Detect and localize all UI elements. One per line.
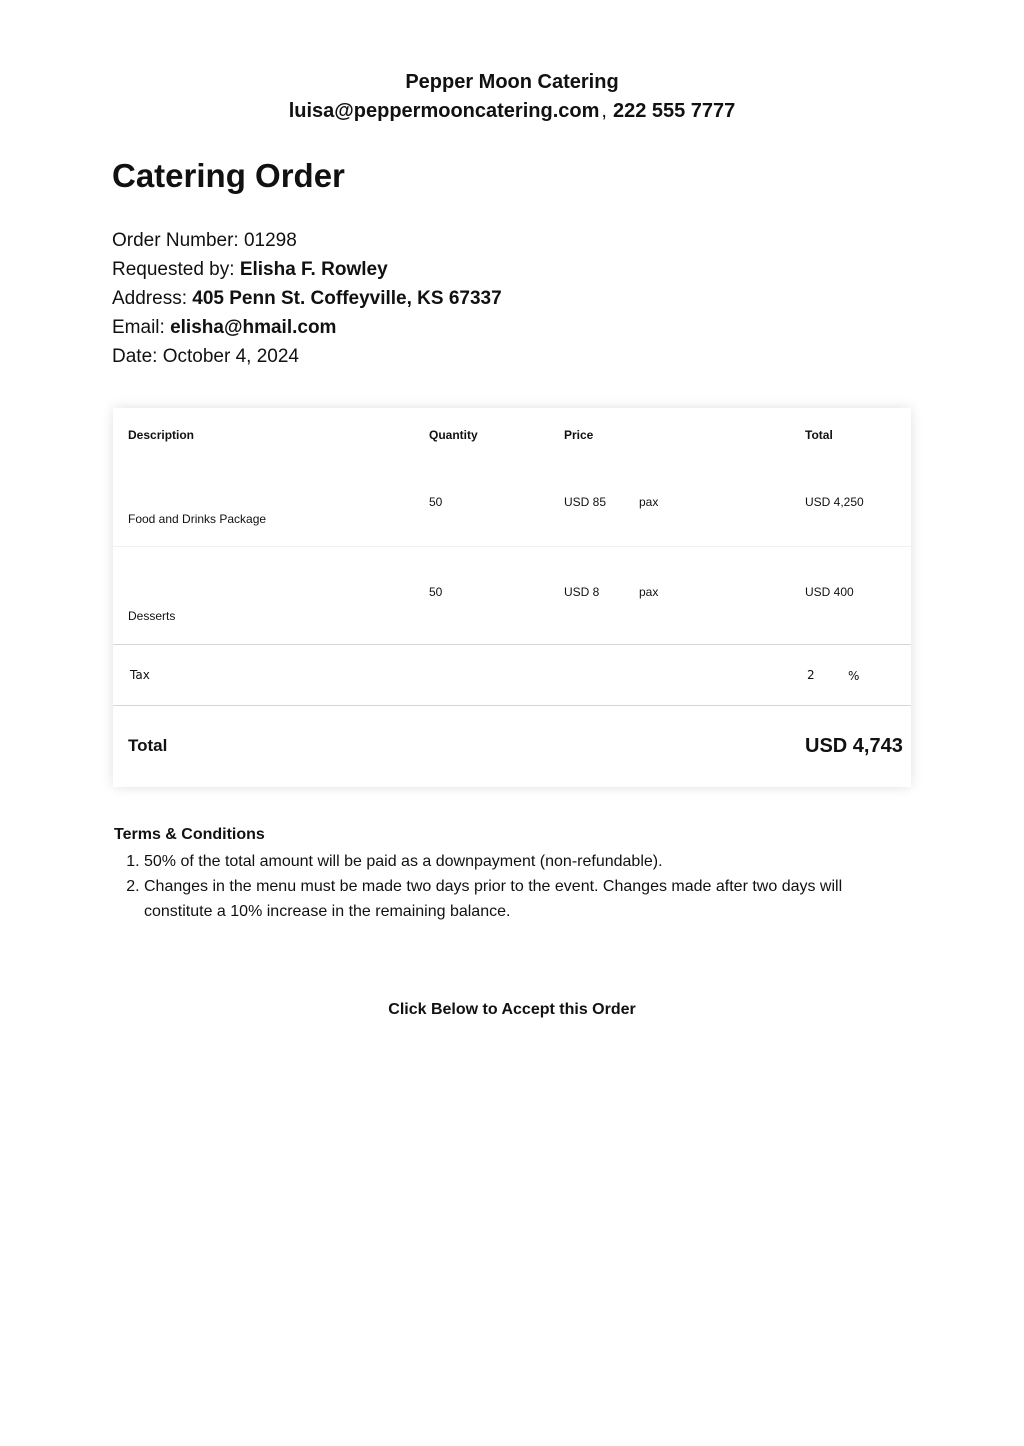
row-1-total: USD 4,250 — [805, 495, 864, 509]
row-2-total: USD 400 — [805, 585, 854, 599]
row-1-unit: pax — [639, 495, 659, 509]
order-number-value: 01298 — [243, 230, 297, 251]
address-label: Address: — [112, 288, 187, 309]
header-description: Description — [128, 428, 195, 442]
company-phone: 222 555 7777 — [612, 100, 736, 122]
row-2-unit: pax — [639, 585, 659, 599]
address-line — [112, 284, 502, 313]
grand-total-label: Total — [128, 736, 168, 755]
tax-label: Tax — [130, 668, 150, 682]
order-info — [112, 226, 502, 371]
terms-section — [114, 824, 914, 924]
row-1-description: Food and Drinks Package — [128, 512, 267, 526]
terms-heading: Terms & Conditions — [114, 826, 265, 843]
date-label: Date: — [112, 346, 158, 367]
tax-value: 2 — [807, 668, 815, 682]
terms-list — [114, 849, 914, 924]
email-label: Email: — [112, 317, 165, 338]
terms-item: 1. 50% of the total amount will be paid as a downpayment (non-refundable). — [144, 849, 914, 874]
row-divider — [113, 644, 911, 645]
order-number-label: Order Number: — [112, 230, 239, 251]
address-value: 405 Penn St. Coffeyville, KS 67337 — [192, 288, 502, 309]
grand-total-value: USD 4,743 — [805, 735, 903, 757]
row-2-price: USD 8 — [564, 585, 600, 599]
tax-unit: % — [848, 669, 860, 683]
accept-order-prompt: Click Below to Accept this Order — [388, 1001, 636, 1018]
row-divider — [113, 705, 911, 706]
header-total: Total — [805, 428, 833, 442]
page-title: Catering Order — [112, 157, 345, 194]
header-quantity: Quantity — [429, 428, 478, 442]
requested-by-value: Elisha F. Rowley — [239, 259, 388, 280]
terms-item: 2. Changes in the menu must be made two days prior to the event. Changes made after two days will constitute a 10% increase in the remaining balance. — [144, 874, 914, 924]
row-divider — [113, 546, 911, 547]
row-2-quantity: 50 — [429, 585, 443, 599]
company-email: luisa@peppermooncatering.com — [288, 100, 600, 122]
row-1-quantity: 50 — [429, 495, 443, 509]
order-number-line — [112, 226, 502, 255]
row-1-price: USD 85 — [564, 495, 607, 509]
row-2-description: Desserts — [128, 609, 176, 623]
order-table — [113, 408, 911, 787]
email-value: elisha@hmail.com — [170, 317, 337, 338]
company-name: Pepper Moon Catering — [405, 71, 619, 93]
date-line — [112, 342, 502, 371]
requested-by-label: Requested by: — [112, 259, 235, 280]
company-contact — [0, 96, 1024, 126]
company-header — [0, 68, 1024, 126]
email-line — [112, 313, 502, 342]
contact-separator: , — [601, 100, 607, 122]
header-price: Price — [564, 428, 594, 442]
requested-by-line — [112, 255, 502, 284]
date-value: October 4, 2024 — [162, 346, 299, 367]
